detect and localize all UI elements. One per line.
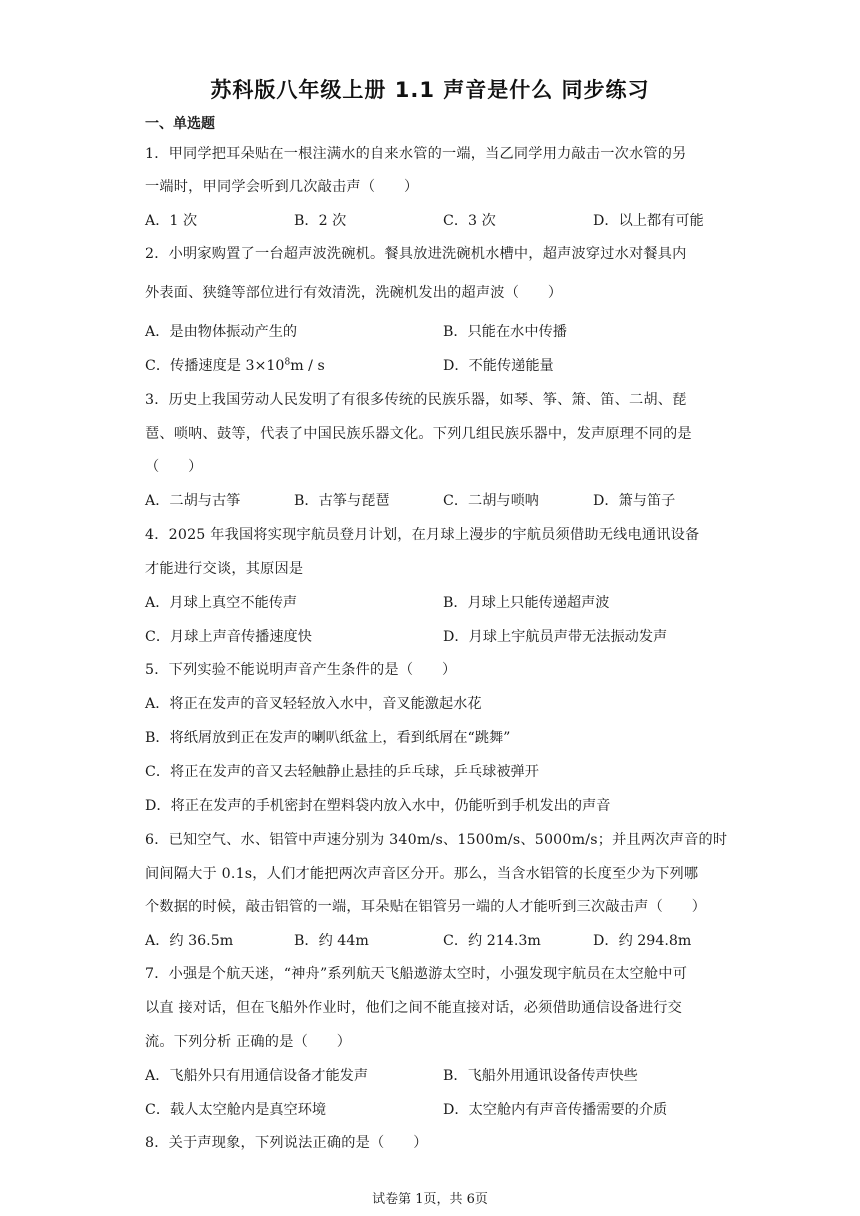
question-6-line-2: 间间隔大于 0.1s，人们才能把两次声音区分开。那么，当含水铝管的长度至少为下列哪 bbox=[145, 866, 699, 882]
question-6-option-c: C．约 214.3m bbox=[443, 933, 541, 949]
option-c-prefix: C．传播速度是 3×10 bbox=[145, 358, 285, 374]
question-2-line-2: 外表面、狭缝等部位进行有效清洗，洗碗机发出的超声波（ ） bbox=[145, 285, 563, 301]
question-4-option-c: C．月球上声音传播速度快 bbox=[145, 629, 312, 645]
question-5-option-a: A．将正在发声的音叉轻轻放入水中，音叉能激起水花 bbox=[145, 696, 482, 712]
question-3-line-3: （ ） bbox=[145, 459, 203, 475]
question-7-option-c: C．载人太空舱内是真空环境 bbox=[145, 1102, 327, 1118]
question-6-option-b: B．约 44m bbox=[294, 933, 369, 949]
question-6-option-d: D．约 294.8m bbox=[593, 933, 692, 949]
question-7-line-1: 7．小强是个航天迷，“神舟”系列航天飞船遨游太空时，小强发现宇航员在太空舱中可 bbox=[145, 966, 688, 982]
question-1-option-c: C．3 次 bbox=[443, 213, 496, 229]
question-4-line-1: 4．2025 年我国将实现宇航员登月计划，在月球上漫步的宇航员须借助无线电通讯设备 bbox=[145, 527, 700, 543]
question-2-option-a: A．是由物体振动产生的 bbox=[145, 324, 298, 340]
question-5-option-c: C．将正在发声的音又去轻触静止悬挂的乒乓球，乒乓球被弹开 bbox=[145, 764, 539, 780]
page-title: 苏科版八年级上册 1.1 声音是什么 同步练习 bbox=[210, 78, 650, 102]
question-5-option-b: B．将纸屑放到正在发声的喇叭纸盆上，看到纸屑在“跳舞” bbox=[145, 730, 511, 746]
question-7-line-2: 以直 接对话，但在飞船外作业时，他们之间不能直接对话，必须借助通信设备进行交 bbox=[145, 1000, 683, 1016]
question-7-option-d: D．太空舱内有声音传播需要的介质 bbox=[443, 1102, 668, 1118]
question-3-option-b: B．古筝与琵琶 bbox=[294, 493, 390, 509]
question-5-line-1: 5．下列实验不能说明声音产生条件的是（ ） bbox=[145, 662, 457, 678]
question-8-line-1: 8．关于声现象，下列说法正确的是（ ） bbox=[145, 1135, 428, 1151]
question-3-option-d: D．箫与笛子 bbox=[593, 493, 676, 509]
question-1-option-d: D．以上都有可能 bbox=[593, 213, 704, 229]
question-7-option-b: B．飞船外用通讯设备传声快些 bbox=[443, 1068, 638, 1084]
question-2-option-b: B．只能在水中传播 bbox=[443, 324, 567, 340]
question-3-line-2: 琶、唢呐、鼓等，代表了中国民族乐器文化。下列几组民族乐器中，发声原理不同的是 bbox=[145, 426, 692, 442]
question-4-line-2: 才能进行交谈，其原因是 bbox=[145, 561, 304, 577]
question-3-option-a: A．二胡与古筝 bbox=[145, 493, 241, 509]
question-1-option-b: B．2 次 bbox=[294, 213, 347, 229]
option-c-exponent: 8 bbox=[284, 357, 291, 368]
question-7-line-3: 流。下列分析 正确的是（ ） bbox=[145, 1034, 352, 1050]
question-6-line-1: 6．已知空气、水、铝管中声速分别为 340m/s、1500m/s、5000m/s；并且两次声音的时 bbox=[145, 832, 728, 848]
question-6-line-3: 个数据的时候，敲击铝管的一端，耳朵贴在铝管另一端的人才能听到三次敲击声（ ） bbox=[145, 899, 707, 915]
question-2-option-d: D．不能传递能量 bbox=[443, 358, 554, 374]
page-footer: 试卷第 1页，共 6页 bbox=[372, 1192, 488, 1207]
question-3-option-c: C．二胡与唢呐 bbox=[443, 493, 539, 509]
option-c-unit: m / s bbox=[290, 358, 325, 374]
question-6-option-a: A．约 36.5m bbox=[145, 933, 234, 949]
question-5-option-d: D．将正在发声的手机密封在塑料袋内放入水中，仍能听到手机发出的声音 bbox=[145, 798, 611, 814]
question-2-option-c bbox=[145, 355, 325, 375]
section-heading: 一、单选题 bbox=[145, 116, 215, 132]
question-1-line-1: 1．甲同学把耳朵贴在一根注满水的自来水管的一端，当乙同学用力敲击一次水管的另 bbox=[145, 146, 687, 162]
question-1-option-a: A．1 次 bbox=[145, 213, 198, 229]
question-4-option-b: B．月球上只能传递超声波 bbox=[443, 595, 610, 611]
question-4-option-a: A．月球上真空不能传声 bbox=[145, 595, 298, 611]
question-2-line-1: 2．小明家购置了一台超声波洗碗机。餐具放进洗碗机水槽中，超声波穿过水对餐具内 bbox=[145, 246, 687, 262]
question-1-line-2: 一端时，甲同学会听到几次敲击声（ ） bbox=[145, 179, 419, 195]
question-7-option-a: A．飞船外只有用通信设备才能发声 bbox=[145, 1068, 369, 1084]
question-4-option-d: D．月球上宇航员声带无法振动发声 bbox=[443, 629, 668, 645]
question-3-line-1: 3．历史上我国劳动人民发明了有很多传统的民族乐器，如琴、筝、箫、笛、二胡、琵 bbox=[145, 392, 687, 408]
